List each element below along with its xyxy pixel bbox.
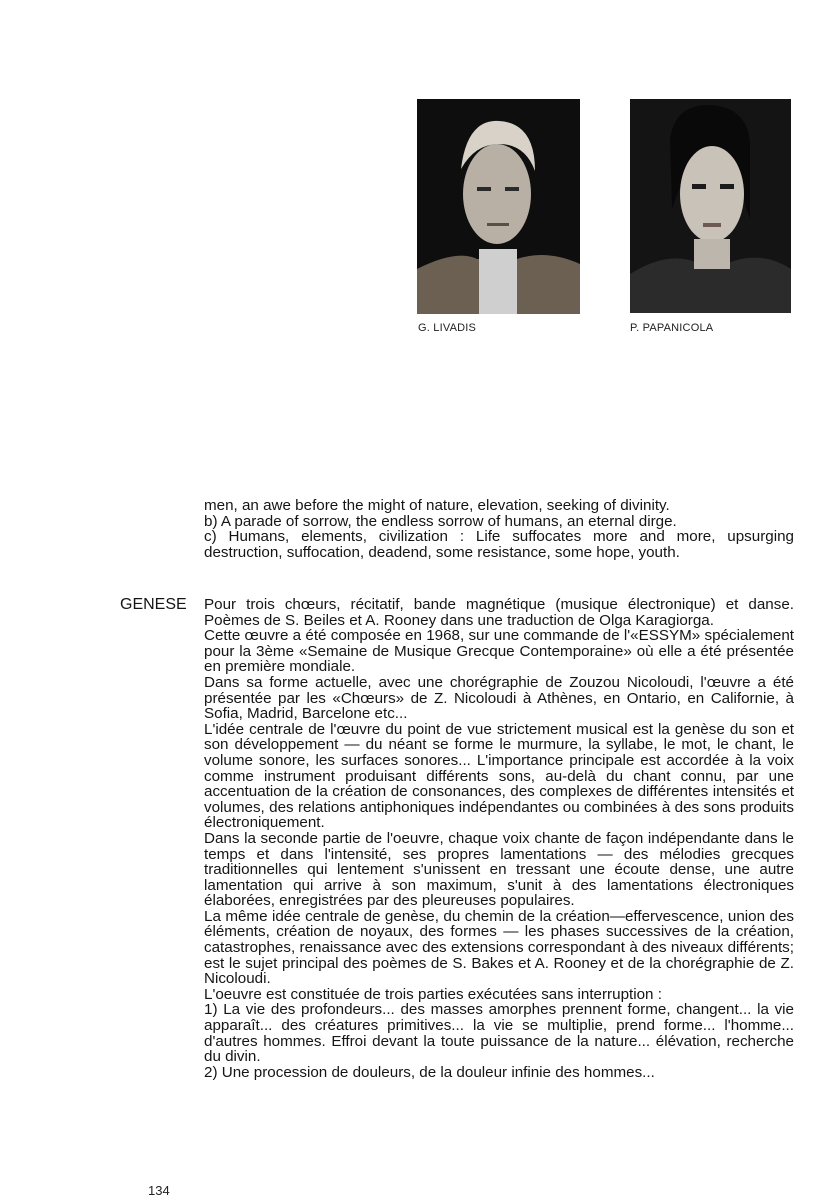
section-label-genese: GENESE [120, 596, 187, 613]
genese-paragraph: Dans sa forme actuelle, avec une chorégraphie de Zouzou Nicoloudi, l'œuvre a été présentée par les «Chœurs» de Z. Nicoloudi à Athènes, en Ontario, en Californie, à Sofia, Madrid, Barcelone etc... [204, 673, 794, 723]
genese-paragraph: 2) Une procession de douleurs, de la douleur infinie des hommes... [204, 1063, 655, 1081]
portrait-photo-papanicola [630, 99, 791, 313]
english-line-b: b) A parade of sorrow, the endless sorrow of humans, an eternal dirge. [204, 512, 677, 530]
genese-paragraph: Cette œuvre a été composée en 1968, sur une commande de l'«ESSYM» spécialement pour la 3ème «Semaine de Musique Grecque Contemporaine» où elle a été présentée en première mondiale. [204, 627, 794, 676]
genese-paragraph: L'oeuvre est constituée de trois parties exécutées sans interruption : [204, 985, 662, 1003]
genese-paragraph: L'idée centrale de l'œuvre du point de vue strictement musical est la genèse du son et son développement — du néant se forme le murmure, la syllabe, le mot, le chant, le volume sonore, les surfaces sonores... L'importance principale est accordée à la voix comme instrument produisant différents sons, au-delà du chant connu, par une accentuation de la création de consonances, des complexes de différentes intensités et volumes, des relations antiphoniques indépendantes ou combinées à des sons produits électroniquement. [204, 720, 794, 832]
genese-paragraph: 1) La vie des profondeurs... des masses amorphes prennent forme, changent... la vie apparaît... des créatures primitives... la vie se multiplie, prend forme... l'homme... d'autres hommes. Effroi devant la toute puissance de la nature... élévation, recherche du divin. [204, 1001, 794, 1066]
portrait-photo-livadis [417, 99, 580, 314]
photo-caption-livadis: G. LIVADIS [418, 322, 477, 334]
genese-paragraph: La même idée centrale de genèse, du chemin de la création—effervescence, union des éléments, création de noyaux, des formes — les phases successives de la création, catastrophes, renaissance avec des extensions correspondant à des niveaux différents; est le sujet principal des poèmes de S. Bakes et A. Rooney et de la chorégraphie de Z. Nicoloudi. [204, 907, 794, 988]
english-text-continuation [204, 498, 794, 560]
page-number: 134 [148, 1183, 170, 1198]
genese-body-text [204, 597, 794, 1080]
genese-paragraph: Pour trois chœurs, récitatif, bande magnétique (musique électronique) et danse. Poèmes de S. Beiles et A. Rooney dans une traduction de Olga Karagiorga. [204, 596, 794, 629]
photo-caption-papanicola: P. PAPANICOLA [630, 322, 714, 334]
english-line-men: men, an awe before the might of nature, elevation, seeking of divinity. [204, 497, 670, 514]
genese-paragraph: Dans la seconde partie de l'oeuvre, chaque voix chante de façon indépendante dans le temps et dans l'intensité, ses propres lamentations — des mélodies grecques traditionnelles qui lentement s'unissent en tressant une écoute dense, une autre lamentation qui arrive à son maximum, s'unit à des lamentations électroniques élaborées, enregistrées par des pleureuses populaires. [204, 829, 794, 910]
english-line-c: c) Humans, elements, civilization : Life suffocates more and more, upsurging destruction, suffocation, deadend, some resistance, some hope, youth. [204, 528, 794, 561]
